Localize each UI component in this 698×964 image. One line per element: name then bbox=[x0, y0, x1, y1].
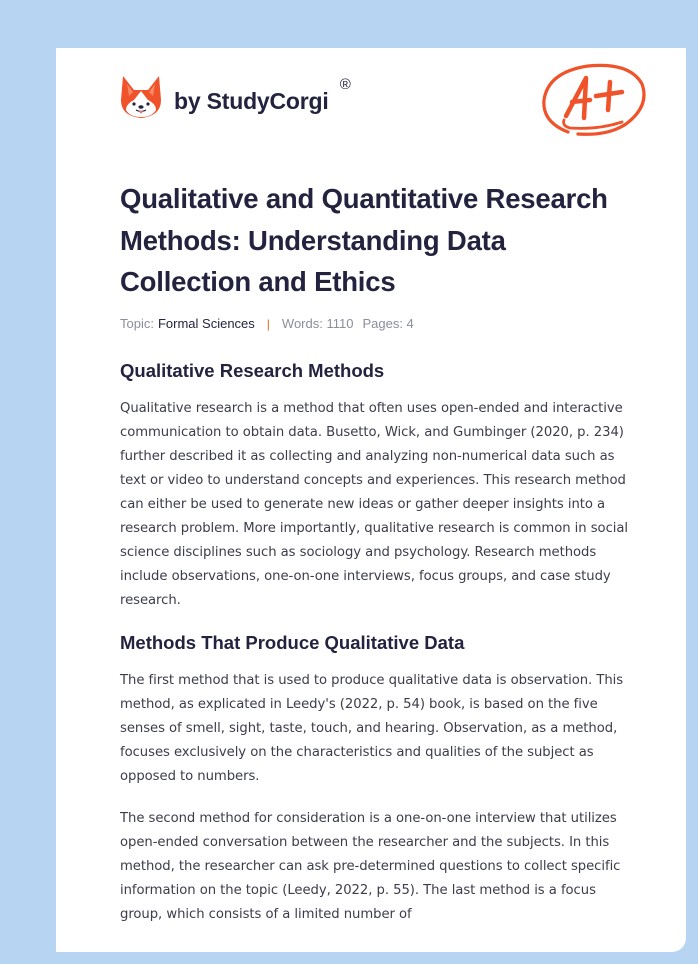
document-card bbox=[56, 48, 686, 952]
meta-separator: | bbox=[266, 316, 270, 331]
topic-link[interactable]: Formal Sciences bbox=[157, 316, 255, 331]
article-content bbox=[120, 178, 635, 927]
word-count: Words: 1110 bbox=[281, 316, 354, 331]
a-plus-badge-icon bbox=[538, 60, 648, 140]
page-title: Qualitative and Quantitative Research Methods: Understanding Data Collection and Ethics bbox=[120, 183, 608, 297]
page-count: Pages: 4 bbox=[362, 316, 414, 331]
page-header bbox=[56, 48, 686, 158]
topic-label: Topic: bbox=[120, 316, 154, 331]
section-heading: Methods That Produce Qualitative Data bbox=[120, 631, 465, 653]
paragraph: The first method that is used to produce qualitative data is observation. This method, as explicated in Leedy's (2022, p. 54) book, is based on the five senses of smell, sight, taste, touch, and hearing. Observation, as a method, focuses exclusively on the characteristics and qualities of the subject as opposed to numbers. bbox=[120, 672, 624, 784]
corgi-icon bbox=[120, 74, 162, 120]
brand-name bbox=[174, 75, 351, 115]
studycorgi-logo[interactable] bbox=[120, 74, 351, 120]
registered-mark: ® bbox=[339, 75, 351, 93]
document-meta bbox=[120, 315, 635, 333]
brand-text: by StudyCorgi bbox=[174, 87, 329, 114]
section-heading: Qualitative Research Methods bbox=[120, 359, 385, 381]
paragraph: The second method for consideration is a one-on-one interview that utilizes open-ended conversation between the researcher and the subjects. In this method, the researcher can ask pre-determined questions to collect specific information on the topic (Leedy, 2022, p. 55). The last method is a focus group, which consists of a limited number of bbox=[120, 810, 621, 922]
paragraph: Qualitative research is a method that often uses open-ended and interactive communication to obtain data. Busetto, Wick, and Gumbinger (2020, p. 234) further described it as collecting and analyzing non-numerical data such as text or video to understand concepts and experiences. This research method can either be used to generate new ideas or gather deeper insights into a research problem. More importantly, qualitative research is common in social science disciplines such as sociology and psychology. Research methods include observations, one-on-one interviews, focus groups, and case study research. bbox=[120, 400, 629, 608]
